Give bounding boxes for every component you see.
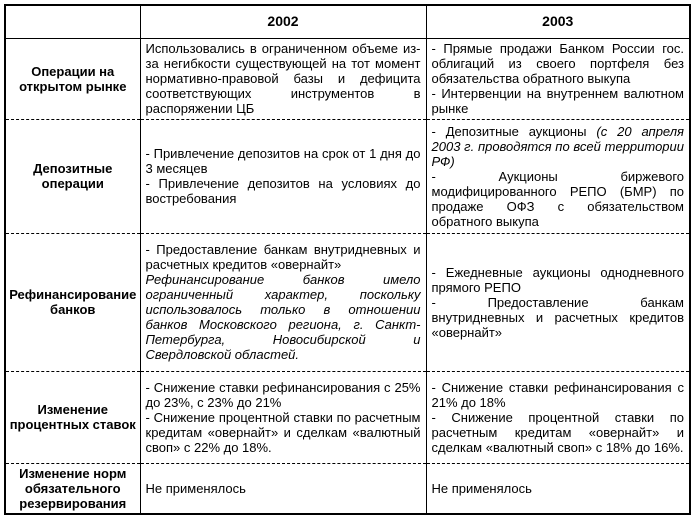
cell-paragraph: - Аукционы биржевого модифицированного РЕПО (БМР) по продаже ОФЗ с обязательством обратного выкупа: [431, 168, 684, 229]
cell-paragraph: - Интервенции на внутреннем валютном рынке: [431, 86, 684, 116]
cell-paragraph: - Ежедневные аукционы однодневного прямого РЕПО: [431, 264, 684, 295]
cell-paragraph: - Снижение ставки рефинансирования с 25% до 23%, с 23% до 21%: [145, 379, 421, 410]
cell-paragraph: - Предоставление банкам внутридневных и расчетных кредитов «овернайт»: [145, 242, 421, 272]
cell-paragraph: Не применялось: [431, 480, 532, 496]
cell-paragraph: - Снижение процентной ставки по расчетным кредитам «овернайт» и сделкам «валютный своп» с 18% до 16%.: [431, 409, 684, 455]
cell-paragraph: - Прямые продажи Банком России гос. облигаций из своего портфеля без обязательства обратного выкупа: [431, 41, 684, 86]
cell-2002: [140, 119, 426, 233]
cell-paragraph: Рефинансирование банков имело ограниченный характер, поскольку использовалось только в отношении банков Московского региона, г. Санкт-Петербурга, Новосибирской и Свердловской областей.: [145, 272, 421, 362]
header-year-2002: 2002: [140, 5, 426, 38]
row-label: Операции на открытом рынке: [5, 38, 140, 119]
table-row: [5, 38, 690, 119]
row-label: Рефинансирование банков: [5, 233, 140, 371]
cell-paragraph: - Предоставление банкам внутридневных и расчетных кредитов «овернайт»: [431, 294, 684, 340]
cell-paragraph: Использовались в ограниченном объеме из-за негибкости существующей на тот момент нормативно-правовой базы и дефицита соответствующих инструментов в распоряжении ЦБ: [145, 41, 421, 116]
row-label: Депозитные операции: [5, 119, 140, 233]
comparison-table: [4, 4, 691, 515]
row-label: Изменение процентных ставок: [5, 371, 140, 463]
cell-paragraph: - Депозитные аукционы (с 20 апреля 2003 г. проводятся по всей территории РФ): [431, 123, 684, 169]
header-row: [5, 5, 690, 38]
header-empty-cell: [5, 5, 140, 38]
cell-paragraph: - Привлечение депозитов на срок от 1 дня до 3 месяцев: [145, 146, 421, 176]
cell-paragraph: - Снижение процентной ставки по расчетным кредитам «овернайт» и сделкам «валютный своп» с 22% до 18%.: [145, 409, 421, 455]
table-row: [5, 463, 690, 514]
header-year-2003: 2003: [426, 5, 690, 38]
row-label: Изменение норм обязательного резервирования: [5, 463, 140, 514]
table-body: [5, 38, 690, 514]
cell-2002: [140, 38, 426, 119]
cell-2003: [426, 233, 690, 371]
cell-2002: [140, 371, 426, 463]
cell-paragraph: Не применялось: [145, 480, 246, 496]
table-row: [5, 119, 690, 233]
cell-paragraph: - Снижение ставки рефинансирования с 21% до 18%: [431, 379, 684, 410]
cell-2002: [140, 233, 426, 371]
table-row: [5, 233, 690, 371]
cell-paragraph: - Привлечение депозитов на условиях до востребования: [145, 176, 421, 206]
table-row: [5, 371, 690, 463]
cell-2003: [426, 371, 690, 463]
cell-2002: [140, 463, 426, 514]
cell-2003: [426, 38, 690, 119]
cell-2003: [426, 463, 690, 514]
cell-2003: [426, 119, 690, 233]
